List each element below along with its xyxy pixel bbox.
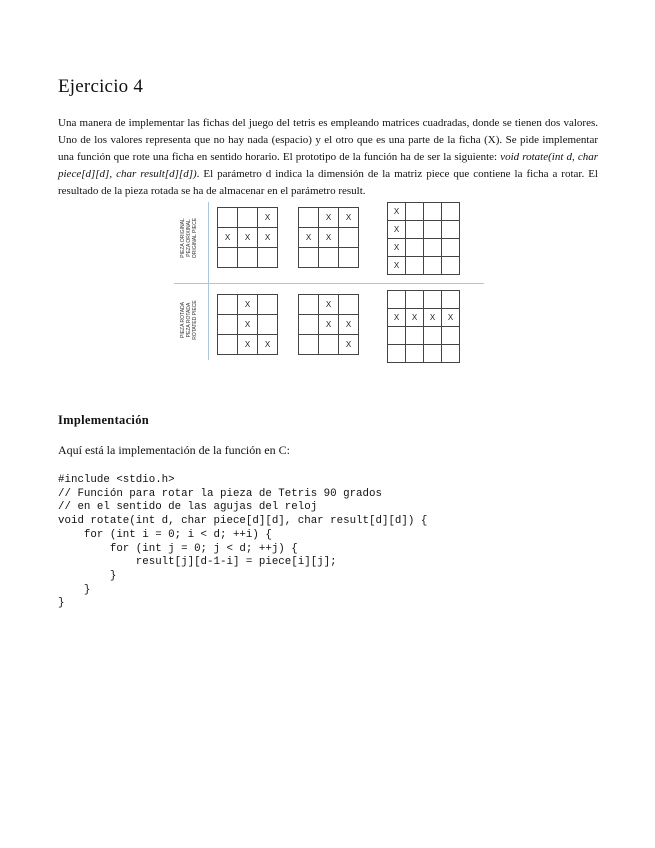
grid-cell (238, 248, 258, 268)
grid-cell: X (258, 228, 278, 248)
grid-cell (388, 291, 406, 309)
grid-cell: X (388, 203, 406, 221)
exercise-description (58, 115, 598, 200)
grid-cell (299, 248, 319, 268)
grid-cell: X (339, 208, 359, 228)
function-prototype: void rotate(int d, char piece[d][d], char result[d][d]) (58, 151, 598, 180)
grid-cell (424, 239, 442, 257)
grid-cell (442, 203, 460, 221)
grid-cell (388, 327, 406, 345)
grid-cell (442, 239, 460, 257)
grid-cell: X (299, 228, 319, 248)
description-part2: . El parámetro d indica la dimensión de la matriz piece que contiene la ficha a rotar. El resultado de la pieza rotada se ha de almacenar en el parámetro result. (58, 168, 598, 197)
grid-cell: X (238, 335, 258, 355)
row-label-rotated-gl: PEZA ROTADA (186, 302, 192, 338)
grid-cell (406, 239, 424, 257)
grid-cell (424, 203, 442, 221)
grid-cell (424, 221, 442, 239)
grid-cell (424, 291, 442, 309)
exercise-heading: Ejercicio 4 (58, 76, 144, 97)
grid-cell: X (406, 309, 424, 327)
row-label-original-es: PIEZA ORIGINAL (180, 218, 186, 258)
grid-cell (424, 257, 442, 275)
grid-cell (319, 335, 339, 355)
original-piece-2-grid (298, 207, 359, 268)
grid-cell (339, 295, 359, 315)
grid-cell: X (388, 239, 406, 257)
grid-cell (406, 221, 424, 239)
grid-cell: X (388, 309, 406, 327)
grid-cell: X (319, 208, 339, 228)
grid-cell: X (388, 257, 406, 275)
grid-cell (442, 345, 460, 363)
figure-horizontal-divider (174, 283, 484, 284)
grid-cell (218, 248, 238, 268)
grid-cell (218, 315, 238, 335)
grid-cell (218, 295, 238, 315)
grid-cell (299, 315, 319, 335)
grid-cell (299, 335, 319, 355)
row-label-rotated-en: ROTATED PIECE (192, 300, 198, 340)
grid-cell (339, 248, 359, 268)
grid-cell: X (218, 228, 238, 248)
original-piece-3-grid (387, 202, 460, 275)
grid-cell (339, 228, 359, 248)
grid-cell (299, 208, 319, 228)
grid-cell (406, 291, 424, 309)
grid-cell: X (388, 221, 406, 239)
row-label-original (180, 208, 198, 268)
original-piece-1-grid (217, 207, 278, 268)
grid-cell: X (258, 335, 278, 355)
grid-cell (442, 257, 460, 275)
grid-cell (406, 345, 424, 363)
grid-cell (319, 248, 339, 268)
grid-cell: X (238, 315, 258, 335)
description-part1: Una manera de implementar las fichas del juego del tetris es empleando matrices cuadradas, donde se tienen dos valores. Uno de los valores representa que no hay nada (espacio) y el otro que es una parte de la ficha (X). Se pide implementar una función que rote una ficha en sentido horario. El prototipo de la función ha de ser la siguiente: (58, 117, 598, 163)
grid-cell (406, 203, 424, 221)
grid-cell (218, 335, 238, 355)
grid-cell (442, 291, 460, 309)
grid-cell: X (319, 295, 339, 315)
grid-cell: X (424, 309, 442, 327)
grid-cell (258, 295, 278, 315)
grid-cell (299, 295, 319, 315)
grid-cell: X (319, 315, 339, 335)
grid-cell: X (319, 228, 339, 248)
grid-cell (442, 327, 460, 345)
grid-cell: X (238, 228, 258, 248)
tetris-rotation-figure (172, 200, 488, 370)
row-label-rotated-es: PIEZA ROTADA (180, 301, 186, 339)
grid-cell (424, 327, 442, 345)
implementation-intro: Aquí está la implementación de la función en C: (58, 443, 290, 457)
rotated-piece-2-grid (298, 294, 359, 355)
grid-cell (258, 248, 278, 268)
grid-cell: X (258, 208, 278, 228)
implementation-heading: Implementación (58, 413, 149, 427)
row-label-rotated (180, 290, 198, 350)
grid-cell (442, 221, 460, 239)
grid-cell (238, 208, 258, 228)
grid-cell: X (339, 315, 359, 335)
grid-cell: X (238, 295, 258, 315)
grid-cell: X (442, 309, 460, 327)
figure-vertical-divider (208, 202, 209, 360)
c-code-block: #include <stdio.h> // Función para rotar la pieza de Tetris 90 grados // en el sentido de las agujas del reloj void rotate(int d, char piece[d][d], char result[d][d]) { for (int i = 0; i < d; ++i) { for (int j = 0; j < d; ++j) { result[j][d-1-i] = piece[i][j]; } } } (58, 474, 428, 610)
grid-cell (424, 345, 442, 363)
grid-cell: X (339, 335, 359, 355)
grid-cell (258, 315, 278, 335)
row-label-original-gl: PEZA ORIXINAL (186, 219, 192, 257)
grid-cell (406, 257, 424, 275)
grid-cell (218, 208, 238, 228)
row-label-original-en: ORIGINAL PIECE (192, 217, 198, 259)
rotated-piece-1-grid (217, 294, 278, 355)
grid-cell (406, 327, 424, 345)
grid-cell (388, 345, 406, 363)
rotated-piece-3-grid (387, 290, 460, 363)
